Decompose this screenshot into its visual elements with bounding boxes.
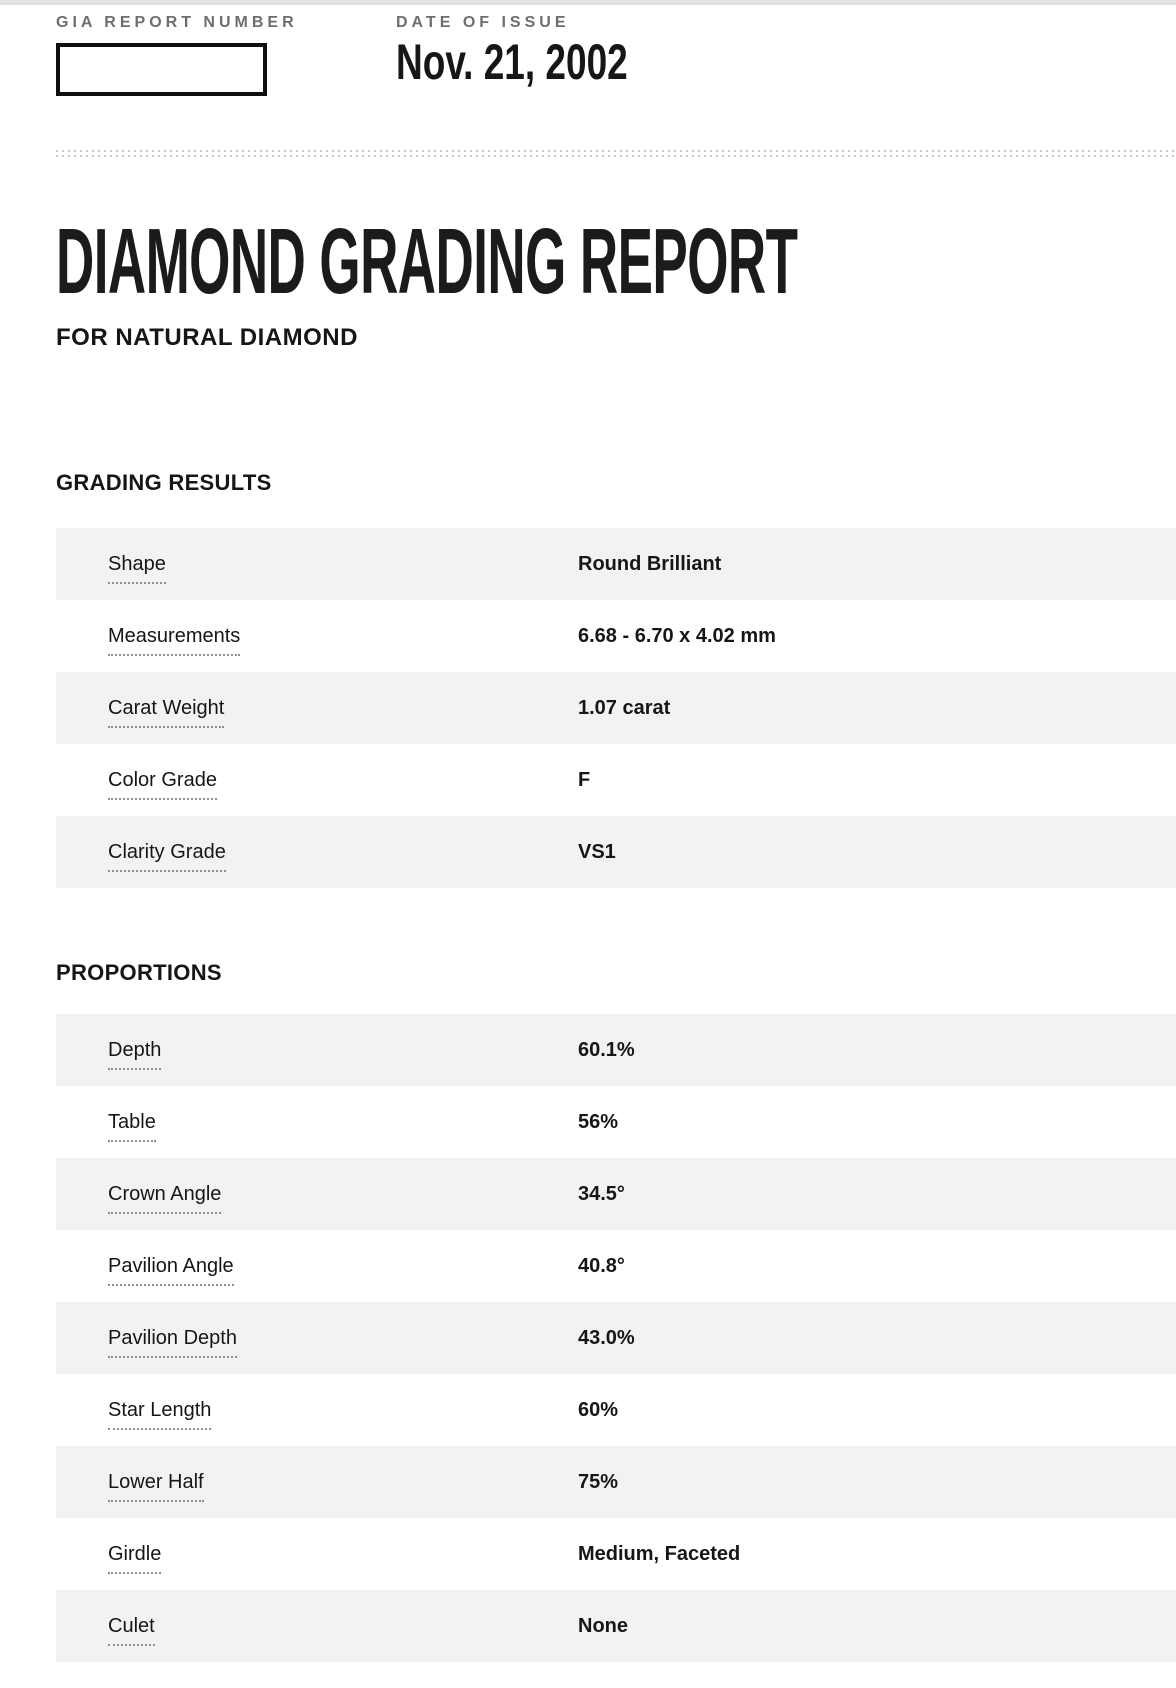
label-cell <box>108 1183 578 1206</box>
label-cell <box>108 841 578 864</box>
label-cell <box>108 1327 578 1350</box>
table-row-depth <box>56 1014 1176 1086</box>
row-label-lower-half[interactable]: Lower Half <box>108 1470 204 1493</box>
table-row-shape <box>56 528 1176 600</box>
table-row-lower-half <box>56 1446 1176 1518</box>
label-cell <box>108 1399 578 1422</box>
row-value-lower-half: 75% <box>578 1470 619 1493</box>
row-label-table[interactable]: Table <box>108 1110 156 1133</box>
row-label-girdle[interactable]: Girdle <box>108 1542 162 1565</box>
grading-results-table <box>56 528 1176 888</box>
top-strip <box>0 0 1176 5</box>
row-label-star-length[interactable]: Star Length <box>108 1398 212 1421</box>
date-of-issue-column <box>396 13 1176 96</box>
proportions-table <box>56 1014 1176 1662</box>
dotted-divider <box>56 150 1176 157</box>
row-label-culet[interactable]: Culet <box>108 1614 155 1637</box>
label-cell <box>108 625 578 648</box>
row-value-girdle: Medium, Faceted <box>578 1542 741 1565</box>
page-subtitle: FOR NATURAL DIAMOND <box>56 324 358 351</box>
row-value-pavilion-angle: 40.8° <box>578 1254 625 1277</box>
table-row-table <box>56 1086 1176 1158</box>
label-cell <box>108 1039 578 1062</box>
row-value-measurements: 6.68 - 6.70 x 4.02 mm <box>578 624 776 647</box>
row-value-shape: Round Brilliant <box>578 552 722 575</box>
label-cell <box>108 769 578 792</box>
report-number-column <box>56 13 396 96</box>
row-label-pavilion-angle[interactable]: Pavilion Angle <box>108 1254 234 1277</box>
label-cell <box>108 1615 578 1638</box>
table-row-pavilion-depth <box>56 1302 1176 1374</box>
grading-results-heading: GRADING RESULTS <box>56 470 272 495</box>
row-label-color-grade[interactable]: Color Grade <box>108 768 217 791</box>
report-number-box <box>56 43 267 96</box>
proportions-heading: PROPORTIONS <box>56 960 222 985</box>
table-row-culet <box>56 1590 1176 1662</box>
row-value-depth: 60.1% <box>578 1038 635 1061</box>
row-value-carat-weight: 1.07 carat <box>578 696 671 719</box>
row-label-carat-weight[interactable]: Carat Weight <box>108 696 225 719</box>
report-number-label: GIA REPORT NUMBER <box>56 14 298 31</box>
table-row-crown-angle <box>56 1158 1176 1230</box>
label-cell <box>108 1543 578 1566</box>
label-cell <box>108 1111 578 1134</box>
row-label-crown-angle[interactable]: Crown Angle <box>108 1182 222 1205</box>
table-row-color-grade <box>56 744 1176 816</box>
table-row-carat-weight <box>56 672 1176 744</box>
row-label-depth[interactable]: Depth <box>108 1038 162 1061</box>
label-cell <box>108 697 578 720</box>
table-row-pavilion-angle <box>56 1230 1176 1302</box>
page-title: DIAMOND GRADING REPORT <box>56 209 798 313</box>
report-header <box>56 13 1176 96</box>
row-value-clarity-grade: VS1 <box>578 840 616 863</box>
row-value-color-grade: F <box>578 768 591 791</box>
row-value-crown-angle: 34.5° <box>578 1182 625 1205</box>
label-cell <box>108 1255 578 1278</box>
table-row-clarity-grade <box>56 816 1176 888</box>
label-cell <box>108 1471 578 1494</box>
row-label-clarity-grade[interactable]: Clarity Grade <box>108 840 226 863</box>
row-label-measurements[interactable]: Measurements <box>108 624 241 647</box>
row-value-table: 56% <box>578 1110 619 1133</box>
row-value-pavilion-depth: 43.0% <box>578 1326 635 1349</box>
table-row-measurements <box>56 600 1176 672</box>
row-value-culet: None <box>578 1614 628 1637</box>
date-of-issue-value: Nov. 21, 2002 <box>396 34 628 90</box>
table-row-star-length <box>56 1374 1176 1446</box>
row-label-pavilion-depth[interactable]: Pavilion Depth <box>108 1326 237 1349</box>
row-label-shape[interactable]: Shape <box>108 552 166 575</box>
label-cell <box>108 553 578 576</box>
row-value-star-length: 60% <box>578 1398 619 1421</box>
table-row-girdle <box>56 1518 1176 1590</box>
date-of-issue-label: DATE OF ISSUE <box>396 14 570 31</box>
